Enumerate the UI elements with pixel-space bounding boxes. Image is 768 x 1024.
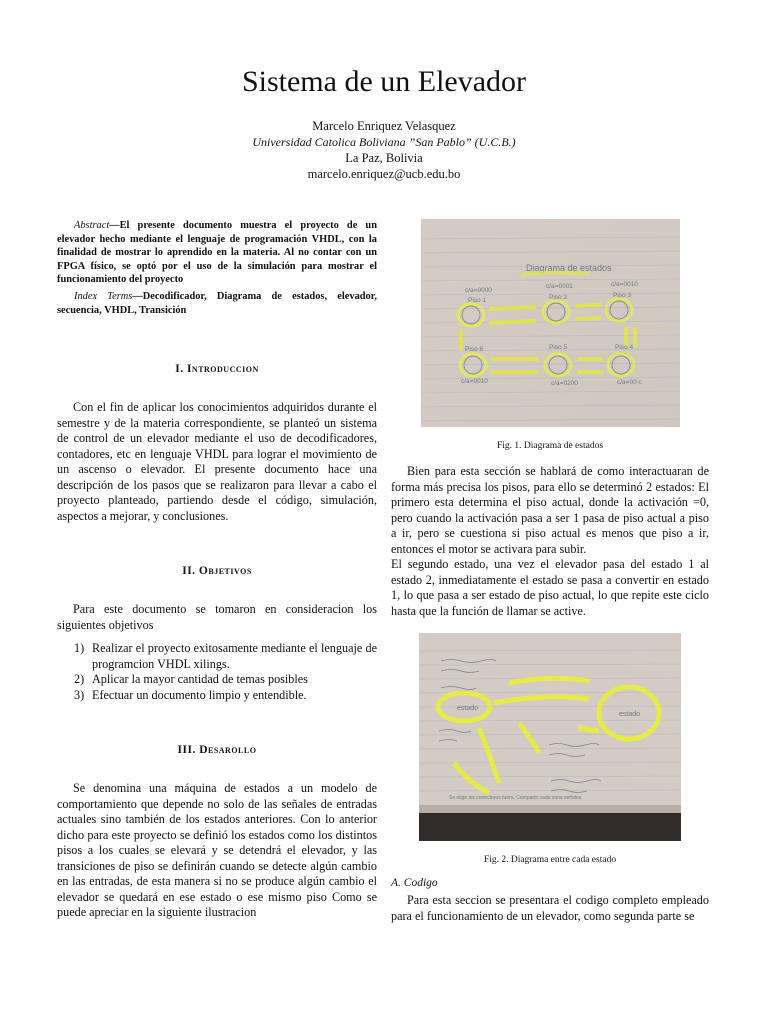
right-paragraph-2: El segundo estado, una vez el elevador pasa del estado 1 al estado 2, inmediatamente el estado se pasa a convertir en estado 1, lo que pasa a ser estado de piso actual, lo que repite este ciclo hasta que la función de llamar se active. — [391, 557, 709, 618]
svg-text:estado: estado — [457, 705, 479, 712]
sketch-label: Piso 5 — [548, 344, 567, 351]
list-item — [57, 688, 377, 704]
sketch-label: Piso 4 — [614, 344, 633, 351]
section-heading-intro: I. Introduccion — [175, 363, 259, 376]
figure-1-caption: Fig. 1. Diagrama de estados — [496, 441, 604, 451]
list-item — [57, 672, 377, 688]
figure-2 — [419, 633, 681, 866]
left-column — [57, 219, 377, 921]
author-block — [0, 118, 768, 182]
email: marcelo.enriquez@ucb.edu.bo — [307, 167, 461, 181]
affiliation: Universidad Catolica Boliviana ”San Pablo” (U.C.B.) — [252, 135, 516, 149]
desarollo-paragraph: Se denomina una máquina de estados a un modelo de comportamiento que depende no solo de las señales de entradas actuales sino también de los estados anteriores. Con lo anterior dicho para este proyecto se definió los estados como los distintos pisos a los cuales se elevará y se detendrá el elevador, y las transiciones de piso se definirán cuando se detecte algún cambio en las entradas, de esta manera si no se produce algún cambio el elevador se quedará en ese estado o ese mismo piso Como se puede apreciar en la siguiente ilustracion — [57, 781, 377, 920]
index-terms — [57, 290, 377, 317]
sketch-label: Piso 2 — [548, 294, 567, 301]
index-terms-text: —Decodificador, Diagrama de estados, elevador, secuencia, VHDL, Transición — [57, 290, 377, 316]
figure-2-caption: Fig. 2. Diagrama entre cada estado — [483, 855, 617, 865]
sketch-label: Piso 1 — [467, 297, 486, 304]
svg-text:estado: estado — [619, 711, 641, 718]
index-terms-label: Index Terms — [74, 290, 133, 302]
objetivos-paragraph: Para este documento se tomaron en consideracion los siguientes objetivos — [57, 602, 377, 632]
abstract-label: Abstract — [74, 220, 110, 231]
sketch-label: Piso 3 — [612, 292, 631, 299]
list-item-number: 2) — [74, 672, 85, 687]
paper-title: Sistema de un Elevador — [241, 65, 527, 98]
subsection-heading-codigo: A. Codigo — [391, 877, 438, 889]
location: La Paz, Bolivia — [345, 151, 423, 165]
list-item-text: Efectuar un documento limpio y entendible. — [92, 687, 307, 702]
sketch-label: c/a=0010 — [610, 281, 638, 288]
section-heading-objetivos: II. Objetivos — [182, 565, 252, 578]
sketch-footer: Se elige los conectores fuera, Compartir cada zona señales — [449, 795, 582, 801]
sketch-title: Diagrama de estados — [525, 263, 612, 273]
list-item-number: 3) — [74, 687, 85, 702]
sketch-label: c/a=0200 — [550, 380, 578, 387]
abstract-text: —El presente documento muestra el proyecto de un elevador hecho mediante el lenguaje de programación VHDL, con la finalidad de mostrar lo aprendido en la materia. Al no contar con un FPGA físico, se optó por el uso de la simulación para mostrar el funcionamiento del proyecto — [57, 220, 377, 286]
state-diagram-photo — [421, 219, 680, 427]
list-item — [57, 641, 377, 672]
author-name: Marcelo Enriquez Velasquez — [312, 119, 456, 133]
sketch-label: c/a=00 c — [616, 379, 642, 386]
section-heading-desarollo: III. Desarollo — [177, 744, 257, 757]
list-item-text: Realizar el proyecto exitosamente mediante el lenguaje de programcion VHDL xilings. — [92, 641, 377, 671]
figure-1 — [421, 219, 680, 452]
right-paragraph-1: Bien para esta sección se hablará de como interactuaran de forma más precisa los pisos, para ello se determinó 2 estados: El primero esta determina el piso actual, donde la activación =0, pero cuando la activación pasa a ser 1 pasa de piso actual a piso a ir, pero se cuestiona si piso actual es menos que piso a ir, entonces el motor se activara para subir. — [391, 464, 709, 556]
sketch-label: c/a=0010 — [460, 378, 488, 385]
sketch-label: Piso 6 — [464, 346, 483, 353]
sketch-label: c/a=0000 — [464, 287, 492, 294]
transition-diagram-photo — [419, 633, 681, 841]
objectives-list — [57, 641, 377, 703]
right-paragraph-3: Para esta seccion se presentara el codigo completo empleado para el funcionamiento de un elevador, como segunda parte se — [391, 893, 709, 923]
list-item-number: 1) — [74, 641, 85, 656]
list-item-text: Aplicar la mayor cantidad de temas posibles — [92, 672, 308, 687]
intro-paragraph: Con el fin de aplicar los conocimientos adquiridos durante el semestre y de la materia correspondiente, se planteó un sistema de control de un elevador mediante el uso de decodificadores, contadores, etc en lenguaje VHDL para lograr el movimiento de un ascenso o elevador. El presente documento hace una descripción de los pasos que se realizaron para llevar a cabo el proyecto planteado, partiendo desde el código, simulación, aspectos a mejorar, y conclusiones. — [57, 400, 377, 523]
right-column — [391, 219, 709, 924]
sketch-label: c/a=0001 — [545, 283, 573, 290]
abstract — [57, 219, 377, 287]
